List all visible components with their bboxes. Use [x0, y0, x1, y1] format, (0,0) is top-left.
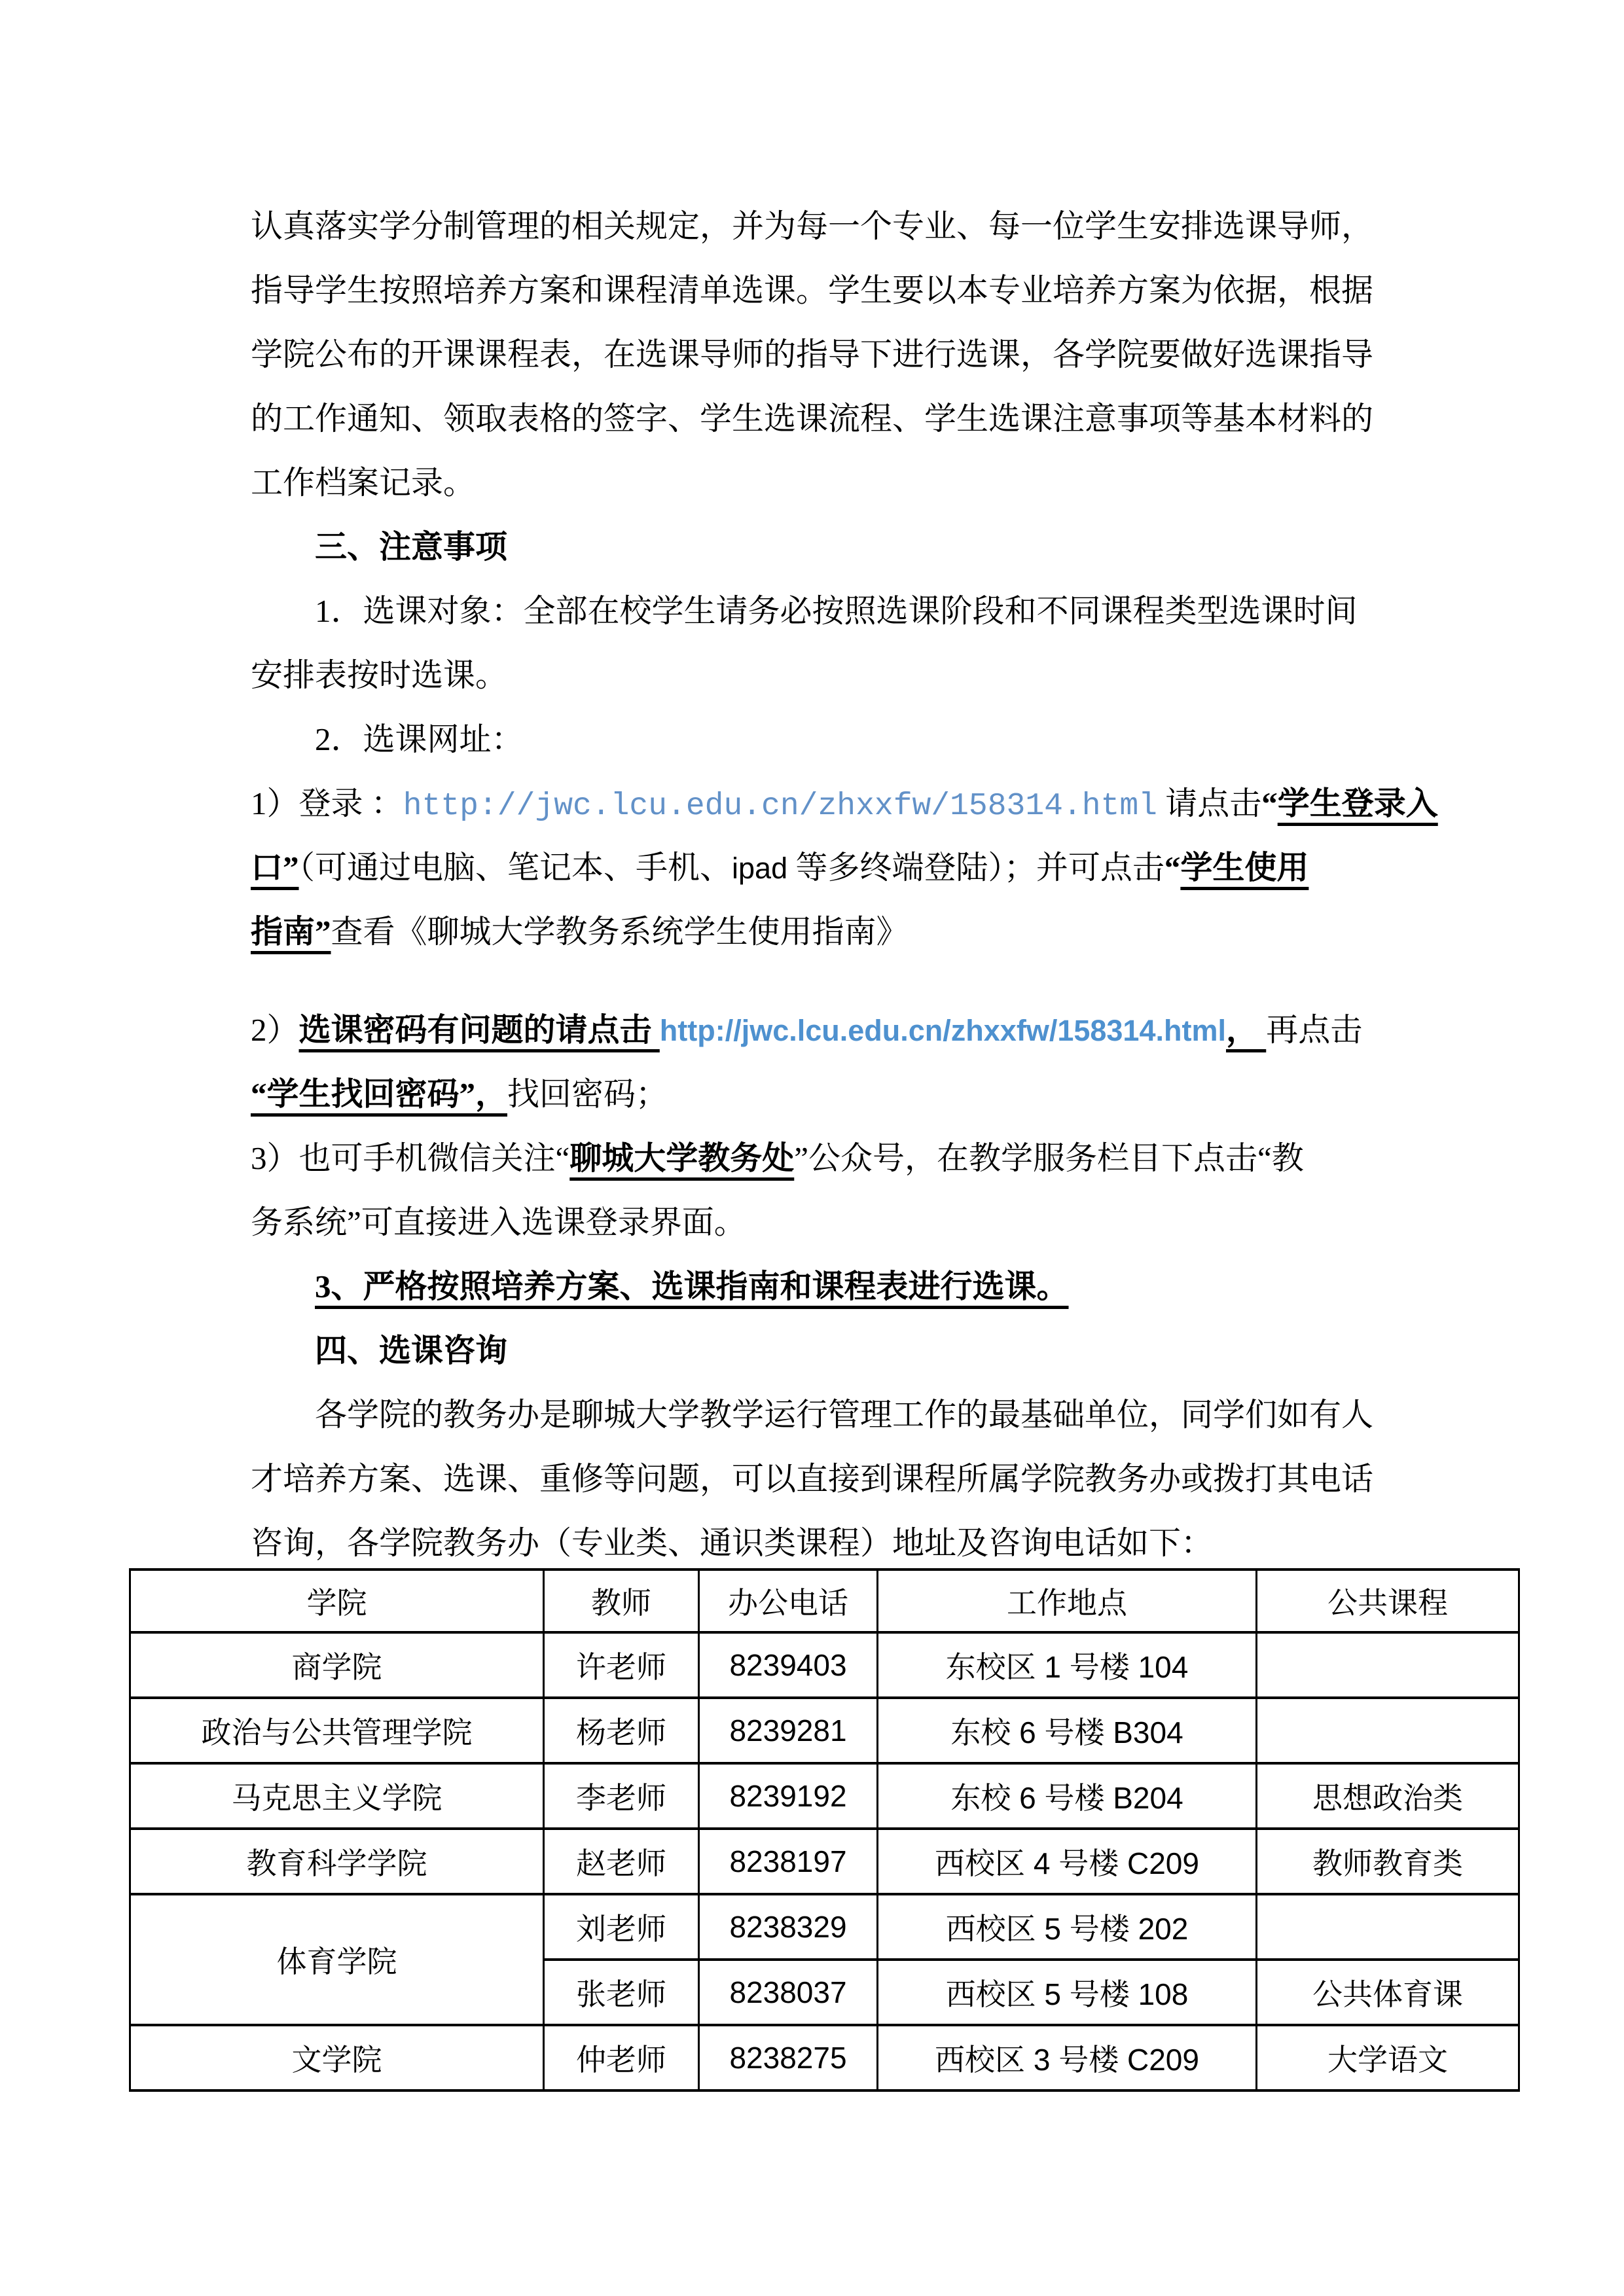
cell-location: 西校区 5 号楼 202	[878, 1894, 1257, 1960]
column-header-college: 学院	[130, 1570, 544, 1632]
password-recovery-label: “学生找回密码”，	[251, 1076, 508, 1112]
text-line	[251, 1447, 1403, 1511]
section-heading-precautions	[251, 515, 1403, 579]
emphasis-text: 3、严格按照培养方案、选课指南和课程表进行选课。	[315, 1268, 1069, 1304]
text-line	[251, 194, 1403, 259]
text-line-password-url	[251, 998, 1403, 1062]
body-text: 指导学生按照培养方案和课程清单选课。学生要以本专业培养方案为依据，根据	[251, 272, 1374, 308]
cell-location: 西校区 3 号楼 C209	[878, 2025, 1257, 2090]
column-header-public-course: 公共课程	[1257, 1570, 1519, 1632]
body-text: 选课密码有问题的请点击	[298, 1012, 660, 1048]
heading-text: 三、注意事项	[315, 529, 508, 565]
cell-college: 文学院	[130, 2025, 544, 2090]
column-header-office-phone: 办公电话	[699, 1570, 878, 1632]
body-text: 2）	[251, 1012, 299, 1048]
body-text: 2．选课网址：	[315, 721, 524, 757]
cell-phone: 8238275	[699, 2025, 878, 2090]
table-row	[130, 1632, 1519, 1698]
table-row	[130, 1763, 1519, 1829]
student-guide-label: 指南”	[251, 914, 331, 950]
cell-teacher: 杨老师	[544, 1698, 699, 1763]
cell-college: 商学院	[130, 1632, 544, 1698]
cell-location: 东校 6 号楼 B304	[878, 1698, 1257, 1763]
body-text: 等多终端登陆）；并可点击	[787, 850, 1164, 886]
body-text: 咨询，各学院教务办（专业类、通识类课程）地址及咨询电话如下：	[251, 1525, 1214, 1561]
cell-teacher: 许老师	[544, 1632, 699, 1698]
cell-college: 政治与公共管理学院	[130, 1698, 544, 1763]
column-header-teacher: 教师	[544, 1570, 699, 1632]
cell-location: 西校区 4 号楼 C209	[878, 1829, 1257, 1894]
text-line	[251, 1062, 1403, 1126]
body-text: 查看《聊城大学教务系统学生使用指南》	[331, 914, 909, 950]
text-line	[251, 1511, 1403, 1575]
body-text: 各学院的教务办是聊城大学教学运行管理工作的最基础单位，同学们如有人	[315, 1397, 1374, 1433]
body-text: 请点击	[1157, 785, 1262, 821]
body-text: “	[1261, 785, 1278, 821]
body-text: 才培养方案、选课、重修等问题，可以直接到课程所属学院教务办或拨打其电话	[251, 1461, 1374, 1497]
wechat-account-label: 聊城大学教务处	[569, 1140, 795, 1176]
cell-course	[1257, 1698, 1519, 1763]
text-line	[251, 900, 1403, 964]
cell-teacher: 刘老师	[544, 1894, 699, 1960]
body-text: 1）登录 ：	[251, 785, 403, 821]
student-login-entry-label: 学生登录入	[1277, 785, 1438, 821]
text-line	[251, 451, 1403, 515]
consultation-table	[129, 1568, 1520, 2092]
cell-phone: 8239281	[699, 1698, 878, 1763]
table-row	[130, 1829, 1519, 1894]
cell-phone: 8239403	[699, 1632, 878, 1698]
body-text: 安排表按时选课。	[251, 657, 508, 693]
course-selection-link[interactable]: http://jwc.lcu.edu.cn/zhxxfw/158314.html	[403, 789, 1157, 824]
text-line	[251, 387, 1403, 451]
text-line	[251, 323, 1403, 387]
cell-course	[1257, 1632, 1519, 1698]
cell-location: 东校区 1 号楼 104	[878, 1632, 1257, 1698]
section-heading-consultation	[251, 1319, 1403, 1383]
text-line	[251, 1126, 1403, 1191]
table-header-row	[130, 1570, 1519, 1632]
cell-location: 东校 6 号楼 B204	[878, 1763, 1257, 1829]
body-text: 工作档案记录。	[251, 465, 476, 501]
document-text	[251, 194, 1438, 1575]
cell-course: 公共体育课	[1257, 1960, 1519, 2025]
text-line-rule-3	[251, 1255, 1403, 1319]
text-line	[251, 579, 1403, 643]
body-text: 1．选课对象：全部在校学生请务必按照选课阶段和不同课程类型选课时间	[315, 593, 1358, 629]
heading-text: 四、选课咨询	[315, 1333, 508, 1369]
cell-course	[1257, 1894, 1519, 1960]
body-text: （可通过电脑、笔记本、手机、	[298, 850, 732, 886]
table-row	[130, 1698, 1519, 1763]
cell-location: 西校区 5 号楼 108	[878, 1960, 1257, 2025]
cell-teacher: 赵老师	[544, 1829, 699, 1894]
cell-course: 教师教育类	[1257, 1829, 1519, 1894]
text-line	[251, 708, 1403, 772]
table-row	[130, 2025, 1519, 2090]
cell-teacher: 张老师	[544, 1960, 699, 2025]
body-text: 的工作通知、领取表格的签字、学生选课流程、学生选课注意事项等基本材料的	[251, 401, 1374, 437]
text-line-login-url	[251, 772, 1438, 836]
cell-college: 体育学院	[130, 1894, 544, 2025]
table-row	[130, 1894, 1519, 1960]
cell-phone: 8238197	[699, 1829, 878, 1894]
cell-course: 大学语文	[1257, 2025, 1519, 2090]
body-text: ipad	[732, 852, 788, 885]
cell-teacher: 李老师	[544, 1763, 699, 1829]
text-line	[251, 1191, 1403, 1255]
body-text: ，	[1225, 1012, 1267, 1048]
cell-phone: 8238037	[699, 1960, 878, 2025]
text-line	[251, 836, 1403, 900]
password-help-link[interactable]: http://jwc.lcu.edu.cn/zhxxfw/158314.html	[659, 1014, 1226, 1047]
cell-course: 思想政治类	[1257, 1763, 1519, 1829]
body-text: 再点击	[1266, 1012, 1363, 1048]
cell-phone: 8238329	[699, 1894, 878, 1960]
text-line	[251, 643, 1403, 708]
cell-phone: 8239192	[699, 1763, 878, 1829]
column-header-work-location: 工作地点	[878, 1570, 1257, 1632]
body-text: ”公众号，在教学服务栏目下点击“教	[794, 1140, 1304, 1176]
body-text: 3）也可手机微信关注“	[251, 1140, 570, 1176]
cell-teacher: 仲老师	[544, 2025, 699, 2090]
cell-college: 马克思主义学院	[130, 1763, 544, 1829]
body-text: 找回密码；	[507, 1076, 668, 1112]
text-line	[251, 259, 1403, 323]
body-text: 学院公布的开课课程表，在选课导师的指导下进行选课，各学院要做好选课指导	[251, 336, 1374, 372]
text-line	[251, 1383, 1403, 1447]
student-guide-label: 学生使用	[1180, 850, 1309, 886]
body-text: “	[1164, 850, 1181, 886]
body-text: 务系统”可直接进入选课登录界面。	[251, 1204, 746, 1240]
student-login-entry-label: 口”	[251, 850, 299, 886]
body-text: 认真落实学分制管理的相关规定，并为每一个专业、每一位学生安排选课导师，	[251, 208, 1374, 244]
cell-college: 教育科学学院	[130, 1829, 544, 1894]
